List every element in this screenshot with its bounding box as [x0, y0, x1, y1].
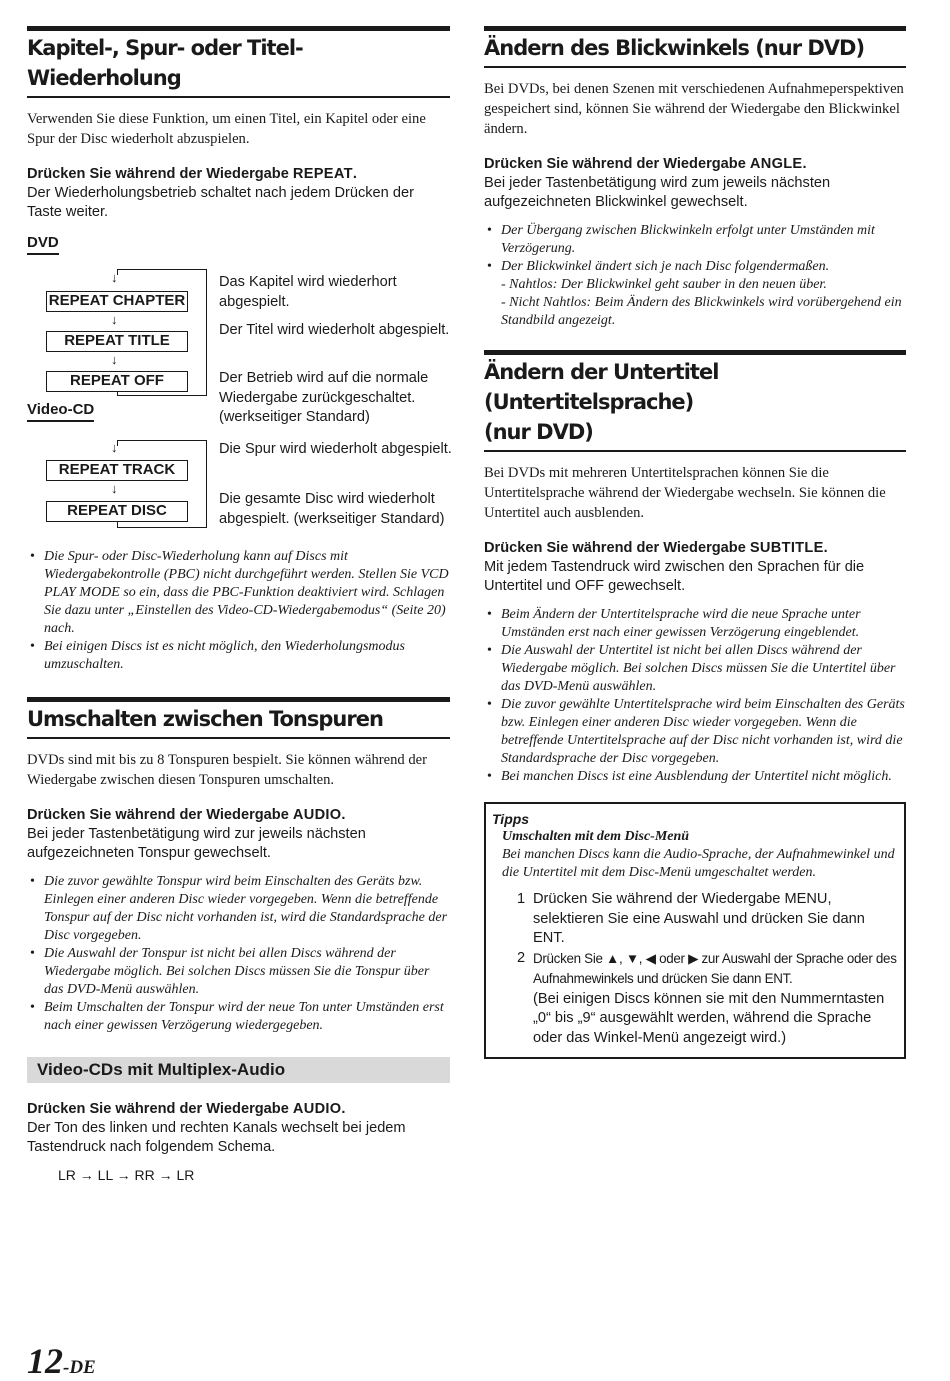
angle-key: ANGLE	[749, 156, 803, 172]
audio-instruction: Drücken Sie während der Wiedergabe AUDIO.	[27, 807, 346, 823]
flow-box-repeat-track: REPEAT TRACK	[46, 460, 188, 481]
left-column	[27, 26, 450, 1185]
subtitle-key: SUBTITLE	[749, 540, 824, 556]
repeat-instruction-detail: Der Wiederholungsbetrieb schaltet nach jedem Drücken der Taste weiter.	[27, 185, 414, 220]
dvd-repeat-flow: ↓ REPEAT CHAPTER ↓ REPEAT TITLE ↓ REPEAT OFF Das Kapitel wird wiederhort abgespielt. Der Titel wird wiederholt abgespielt. Der Betrieb wird auf die normale Wiedergabe zurückgeschaltet. (werkseitiger Standard)	[27, 261, 450, 413]
note-item: • Beim Umschalten der Tonspur wird der neue Ton unter Umständen erst nach einer gewissen Verzögerung wiedergegeben.	[27, 999, 450, 1035]
note-item: • Bei manchen Discs ist eine Ausblendung der Untertitel nicht möglich.	[484, 768, 906, 786]
section-title-subtitle: Ändern der Untertitel (Untertitelsprache) (nur DVD)	[484, 350, 906, 452]
flow-box-repeat-disc: REPEAT DISC	[46, 501, 188, 522]
note-item: • Bei einigen Discs ist es nicht möglich, den Wiederholungsmodus umzuschalten.	[27, 638, 450, 674]
subtitle-instruction-detail: Mit jedem Tastendruck wird zwischen den Sprachen für die Untertitel und OFF gewechselt.	[484, 559, 865, 594]
right-column	[484, 26, 906, 1059]
flow-box-repeat-title: REPEAT TITLE	[46, 331, 188, 352]
flow-desc-disc: Die gesamte Disc wird wiederholt abgespielt. (werkseitiger Standard)	[219, 491, 445, 527]
flow-desc-chapter: Das Kapitel wird wiederhort abgespielt.	[219, 274, 397, 310]
angle-instruction: Drücken Sie während der Wiedergabe ANGLE.	[484, 156, 807, 172]
audio-notes	[27, 873, 450, 1035]
vcd-repeat-flow: ↓ REPEAT TRACK ↓ REPEAT DISC Die Spur wird wiederholt abgespielt. Die gesamte Disc wird wiederholt abgespielt. (werkseitiger Standard)	[27, 434, 450, 544]
audio-key: AUDIO	[292, 807, 342, 823]
section-title-angle: Ändern des Blickwinkels (nur DVD)	[484, 26, 906, 68]
tips-title: Tipps	[492, 811, 530, 827]
flow-box-repeat-chapter: REPEAT CHAPTER	[46, 291, 188, 312]
note-item: • Der Übergang zwischen Blickwinkeln erfolgt unter Umständen mit Verzögerung.	[484, 222, 906, 258]
angle-intro: Bei DVDs, bei denen Szenen mit verschiedenen Aufnahmeperspektiven gespeichert sind, können Sie während der Wiedergabe den Blickwinkel ändern.	[484, 81, 904, 137]
subsection-title-multiplex: Video-CDs mit Multiplex-Audio	[27, 1057, 450, 1083]
step-item: 2 Drücken Sie ▲, ▼, ◀ oder ▶ zur Auswahl der Sprache oder des Aufnahmewinkels und drücken Sie dann ENT. (Bei einigen Discs können sie mit den Nummerntasten „0“ bis „9“ ausgewählt werden, während die Sprache oder das Winkel-Menü angezeigt wird.)	[517, 949, 897, 1046]
note-seamless: - Nahtlos: Der Blickwinkel geht sauber in den neuen über.	[501, 277, 827, 292]
section-title-audio: Umschalten zwischen Tonspuren	[27, 697, 450, 739]
angle-instruction-detail: Bei jeder Tastenbetätigung wird zum jeweils nächsten aufgezeichneten Blickwinkel gewechselt.	[484, 175, 831, 210]
flow-desc-off: Der Betrieb wird auf die normale Wiedergabe zurückgeschaltet. (werkseitiger Standard)	[219, 370, 429, 425]
tips-subtitle: Umschalten mit dem Disc-Menü	[502, 829, 690, 844]
audio-instruction-detail: Bei jeder Tastenbetätigung wird zur jeweils nächsten aufgezeichneten Tonspur gewechselt.	[27, 826, 366, 861]
angle-notes	[484, 222, 906, 330]
multiplex-instruction-detail: Der Ton des linken und rechten Kanals wechselt bei jedem Tastendruck nach folgendem Schema.	[27, 1120, 406, 1155]
note-item: • Beim Ändern der Untertitelsprache wird die neue Sprache unter Umständen erst nach einer gewissen Verzögerung eingeblendet.	[484, 606, 906, 642]
repeat-instruction: Drücken Sie während der Wiedergabe REPEAT.	[27, 166, 357, 182]
note-item: • Der Blickwinkel ändert sich je nach Disc folgendermaßen. - Nahtlos: Der Blickwinkel geht sauber in den neuen über. - Nicht Nahtlos: Beim Ändern des Blickwinkels wird vorübergehend ein Standbild angezeigt.	[484, 258, 906, 330]
tips-steps	[492, 890, 898, 1048]
section-title-repeat: Kapitel-, Spur- oder Titel-Wiederholung	[27, 26, 450, 98]
flow-box-repeat-off: REPEAT OFF	[46, 371, 188, 392]
channel-sequence: LR → LL → RR → LR	[58, 1167, 195, 1183]
multiplex-instruction: Drücken Sie während der Wiedergabe AUDIO.	[27, 1101, 346, 1117]
note-non-seamless: - Nicht Nahtlos: Beim Ändern des Blickwinkels wird vorübergehend ein Standbild angezeigt.	[501, 295, 902, 328]
note-item: • Die Auswahl der Tonspur ist nicht bei allen Discs während der Wiedergabe möglich. Bei solchen Discs müssen Sie die Tonspur über das DVD-Menü auswählen.	[27, 945, 450, 999]
note-item: • Die Auswahl der Untertitel ist nicht bei allen Discs während der Wiedergabe möglich. Bei solchen Discs müssen Sie die Untertitel über das DVD-Menü auswählen.	[484, 642, 906, 696]
repeat-key: REPEAT	[292, 166, 353, 182]
audio-intro: DVDs sind mit bis zu 8 Tonspuren bespielt. Sie können während der Wiedergabe zwischen diesen Tonspuren umschalten.	[27, 752, 427, 788]
note-item: • Die Spur- oder Disc-Wiederholung kann auf Discs mit Wiedergabekontrolle (PBC) nicht durchgeführt werden. Stellen Sie VCD PLAY MODE so ein, dass die PBC-Funktion deaktiviert wird. Schlagen Sie dazu unter „Einstellen des Video-CD-Wiedergabemodus“ (Seite 20) nach.	[27, 548, 450, 638]
flow-desc-title: Der Titel wird wiederholt abgespielt.	[219, 322, 450, 338]
subtitle-intro: Bei DVDs mit mehreren Untertitelsprachen können Sie die Untertitelsprache während der Wiedergabe wechseln. Sie können die Untertitel auch ausblenden.	[484, 465, 886, 521]
repeat-notes	[27, 548, 450, 674]
note-item: • Die zuvor gewählte Tonspur wird beim Einschalten des Geräts bzw. Einlegen einer anderen Disc wieder vorgegeben. Wenn die betreffende Tonspur auf der Disc nicht vorhanden ist, wird die Standardsprache der Disc vorgegeben.	[27, 873, 450, 945]
repeat-intro: Verwenden Sie diese Funktion, um einen Titel, ein Kapitel oder eine Spur der Disc wiederholt abzuspielen.	[27, 111, 426, 147]
subtitle-notes	[484, 606, 906, 786]
tips-text: Bei manchen Discs kann die Audio-Sprache, der Aufnahmewinkel und die Untertitel mit dem Disc-Menü umgeschaltet werden.	[502, 847, 895, 880]
multiplex-audio-key: AUDIO	[292, 1101, 342, 1117]
tips-box	[484, 802, 906, 1059]
dvd-label: DVD	[27, 234, 59, 255]
step-item: 1 Drücken Sie während der Wiedergabe MENU, selektieren Sie eine Auswahl und drücken Sie dann ENT.	[517, 891, 865, 946]
video-cd-label: Video-CD	[27, 401, 94, 422]
subtitle-instruction: Drücken Sie während der Wiedergabe SUBTITLE.	[484, 540, 828, 556]
flow-desc-track: Die Spur wird wiederholt abgespielt.	[219, 441, 452, 457]
page-number: 12-DE	[27, 1341, 96, 1381]
note-item: • Die zuvor gewählte Untertitelsprache wird beim Einschalten des Geräts bzw. Einlegen einer anderen Disc wieder vorgegeben. Wenn die betreffende Untertitelsprache auf der Disc nicht vorhanden ist, wird die Standardsprache der Disc vorgegeben.	[484, 696, 906, 768]
